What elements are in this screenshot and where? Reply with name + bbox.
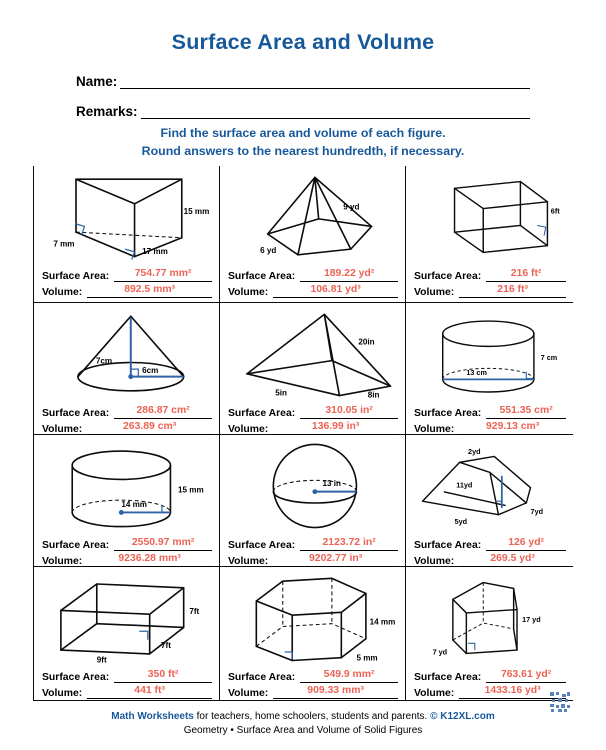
- surface-area-label: Surface Area:: [414, 672, 482, 683]
- figure-hexagonal-prism: [228, 569, 398, 667]
- surface-area-label: Surface Area:: [414, 271, 482, 282]
- surface-area-label: Surface Area:: [414, 408, 482, 419]
- surface-area-answer: 350 ft²: [114, 669, 212, 683]
- dimension-label: 7ft: [161, 641, 171, 651]
- surface-area-row: [42, 405, 212, 419]
- problem-cell-6: [406, 303, 573, 435]
- dimension-label: 5in: [275, 388, 287, 398]
- dimension-label: 9ft: [96, 655, 107, 665]
- figure-triangular-prism: [42, 168, 212, 266]
- surface-area-answer: 189.22 yd²: [300, 268, 398, 282]
- surface-area-row: [42, 268, 212, 282]
- volume-label: Volume:: [414, 424, 455, 435]
- surface-area-row: [414, 405, 566, 419]
- rectangular-pyramid-drawing: [228, 305, 398, 403]
- dimension-label: 7cm: [95, 356, 113, 366]
- volume-label: Volume:: [42, 424, 83, 435]
- problem-cell-10: [34, 567, 220, 701]
- instructions: [0, 124, 606, 160]
- volume-answer: 269.5 yd³: [459, 553, 566, 567]
- volume-answer: 909.33 mm³: [273, 685, 398, 699]
- footer-subtitle: Geometry • Surface Area and Volume of Solid Figures: [183, 725, 423, 736]
- surface-area-label: Surface Area:: [228, 540, 296, 551]
- dimension-label: 7 cm: [540, 352, 558, 362]
- surface-area-answer: 549.9 mm²: [300, 669, 398, 683]
- cylinder-drawing: [42, 437, 212, 535]
- footer-tagline: for teachers, home schoolers, students and parents.: [193, 711, 431, 722]
- surface-area-label: Surface Area:: [228, 408, 296, 419]
- surface-area-row: [228, 268, 398, 282]
- sphere-drawing: [228, 437, 398, 535]
- problem-cell-5: [220, 303, 406, 435]
- surface-area-answer: 126 yd²: [486, 537, 566, 551]
- dimension-label: 5 mm: [356, 653, 378, 663]
- surface-area-answer: 216 ft²: [486, 268, 566, 282]
- name-label: Name:: [76, 74, 118, 89]
- problem-cell-11: [220, 567, 406, 701]
- footer-copyright: © K12XL.com: [430, 711, 495, 722]
- volume-label: Volume:: [228, 556, 269, 567]
- figure-rectangular-pyramid: [228, 305, 398, 403]
- volume-answer: 892.5 mm³: [87, 284, 212, 298]
- problem-cell-8: [220, 435, 406, 567]
- volume-answer: 929.13 cm³: [459, 421, 566, 435]
- volume-row: [42, 685, 212, 699]
- volume-label: Volume:: [42, 287, 83, 298]
- footer-credit-line: [0, 710, 606, 724]
- surface-area-answer: 286.87 cm²: [114, 405, 212, 419]
- volume-row: [228, 553, 398, 567]
- dimension-label: 20in: [358, 337, 375, 347]
- surface-area-label: Surface Area:: [414, 540, 482, 551]
- surface-area-answer: 754.77 mm²: [114, 268, 212, 282]
- dimension-label: 15 mm: [183, 207, 210, 217]
- figure-pentagonal-prism: [414, 569, 566, 667]
- surface-area-label: Surface Area:: [42, 540, 110, 551]
- remarks-row: [76, 95, 530, 119]
- figure-cylinder: [42, 437, 212, 535]
- surface-area-answer: 551.35 cm²: [486, 405, 566, 419]
- volume-answer: 9236.28 mm³: [87, 553, 212, 567]
- qr-code-icon: [550, 692, 570, 717]
- dimension-label: 13 in: [322, 479, 341, 488]
- problem-cell-9: [406, 435, 573, 567]
- volume-row: [414, 421, 566, 435]
- figure-trapezoidal-prism: [414, 437, 566, 535]
- name-row: [76, 65, 530, 89]
- volume-answer: 1433.16 yd³: [459, 685, 566, 699]
- volume-row: [42, 553, 212, 567]
- problem-cell-7: [34, 435, 220, 567]
- volume-label: Volume:: [42, 556, 83, 567]
- volume-row: [42, 421, 212, 435]
- surface-area-answer: 310.05 in²: [300, 405, 398, 419]
- volume-answer: 216 ft³: [459, 284, 566, 298]
- dimension-label: 8in: [367, 390, 380, 400]
- volume-row: [414, 553, 566, 567]
- dimension-label: 11yd: [456, 480, 473, 490]
- page-title: Surface Area and Volume: [171, 30, 435, 54]
- figure-sphere: [228, 437, 398, 535]
- trapezoidal-prism-drawing: [414, 437, 566, 535]
- surface-area-row: [228, 537, 398, 551]
- rectangular-prism-drawing: [42, 569, 212, 667]
- volume-row: [228, 284, 398, 298]
- surface-area-answer: 2550.97 mm²: [114, 537, 212, 551]
- problem-cell-3: [406, 166, 573, 303]
- volume-label: Volume:: [414, 556, 455, 567]
- footer-brand: Math Worksheets: [111, 711, 194, 722]
- volume-answer: 9202.77 in³: [273, 553, 398, 567]
- dimension-label: 9 yd: [343, 202, 360, 212]
- dimension-label: 14 mm: [369, 617, 396, 627]
- problem-cell-12: [406, 567, 573, 701]
- surface-area-label: Surface Area:: [228, 271, 296, 282]
- cone-drawing: [42, 305, 212, 403]
- dimension-label: 7 mm: [53, 239, 75, 249]
- surface-area-label: Surface Area:: [42, 271, 110, 282]
- remarks-blank-line: [141, 94, 530, 119]
- surface-area-label: Surface Area:: [228, 672, 296, 683]
- surface-area-row: [228, 405, 398, 419]
- triangular-prism-drawing: [42, 168, 212, 266]
- surface-area-row: [414, 268, 566, 282]
- dimension-label: 6 yd: [260, 245, 277, 255]
- dimension-label: 17 mm: [142, 246, 168, 256]
- problem-cell-1: [34, 166, 220, 303]
- pentagonal-pyramid-drawing: [228, 168, 398, 266]
- volume-answer: 263.89 cm³: [87, 421, 212, 435]
- surface-area-answer: 2123.72 in²: [300, 537, 398, 551]
- volume-answer: 136.99 in³: [273, 421, 398, 435]
- volume-label: Volume:: [228, 688, 269, 699]
- cube-drawing: [414, 168, 566, 266]
- figure-rectangular-prism: [42, 569, 212, 667]
- pentagonal-prism-drawing: [414, 569, 566, 667]
- dimension-label: 2yd: [468, 446, 481, 456]
- dimension-label: 17 yd: [522, 615, 541, 625]
- volume-answer: 441 ft³: [87, 685, 212, 699]
- surface-area-row: [228, 669, 398, 683]
- volume-answer: 106.81 yd³: [273, 284, 398, 298]
- surface-area-row: [42, 669, 212, 683]
- figure-cube: [414, 168, 566, 266]
- volume-row: [42, 284, 212, 298]
- volume-label: Volume:: [414, 287, 455, 298]
- surface-area-row: [42, 537, 212, 551]
- figure-cylinder: [414, 305, 566, 403]
- dimension-label: 5yd: [454, 517, 468, 526]
- dimension-label: 6cm: [142, 365, 159, 375]
- instruction-line-1: Find the surface area and volume of each figure.: [160, 126, 446, 140]
- instruction-line-2: Round answers to the nearest hundredth, if necessary.: [141, 144, 465, 158]
- dimension-label: 7yd: [530, 506, 544, 516]
- name-blank-line: [120, 64, 530, 89]
- surface-area-label: Surface Area:: [42, 672, 110, 683]
- dimension-label: 14 mm: [121, 499, 148, 509]
- surface-area-label: Surface Area:: [42, 408, 110, 419]
- surface-area-answer: 763.61 yd²: [486, 669, 566, 683]
- surface-area-row: [414, 669, 566, 683]
- volume-row: [228, 685, 398, 699]
- volume-row: [228, 421, 398, 435]
- surface-area-row: [414, 537, 566, 551]
- remarks-label: Remarks:: [76, 104, 138, 119]
- problems-grid: [33, 166, 573, 701]
- problem-cell-4: [34, 303, 220, 435]
- figure-pentagonal-pyramid: [228, 168, 398, 266]
- cylinder-drawing: [414, 305, 566, 403]
- volume-row: [414, 284, 566, 298]
- figure-cone: [42, 305, 212, 403]
- volume-label: Volume:: [228, 424, 269, 435]
- volume-label: Volume:: [414, 688, 455, 699]
- volume-row: [414, 685, 566, 699]
- hexagonal-prism-drawing: [228, 569, 398, 667]
- dimension-label: 7ft: [189, 607, 200, 617]
- dimension-label: 15 mm: [178, 485, 204, 495]
- volume-label: Volume:: [42, 688, 83, 699]
- dimension-label: 6ft: [550, 206, 560, 216]
- dimension-label: 13 cm: [466, 368, 487, 378]
- volume-label: Volume:: [228, 287, 269, 298]
- dimension-label: 7 yd: [432, 647, 448, 657]
- problem-cell-2: [220, 166, 406, 303]
